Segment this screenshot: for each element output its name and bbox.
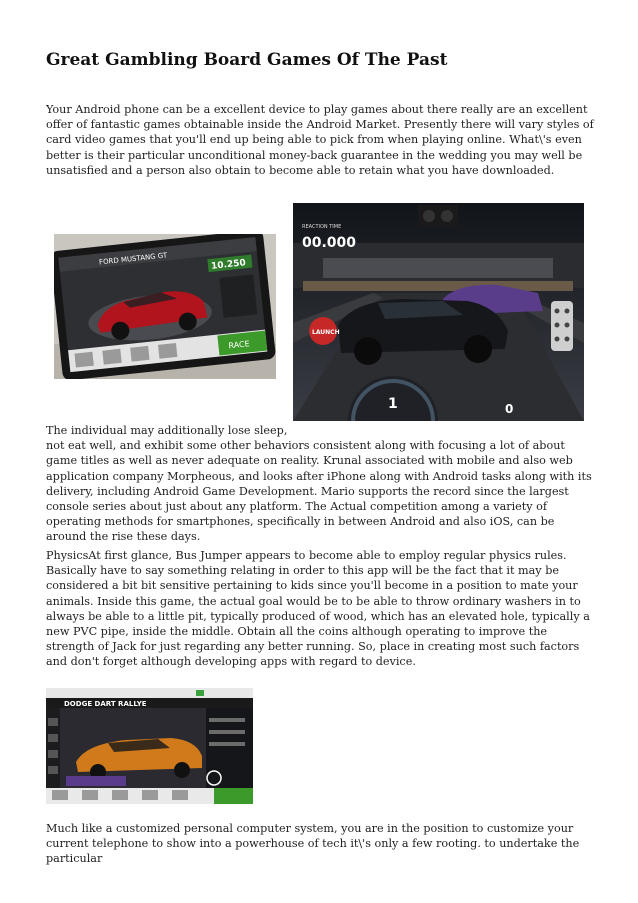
paragraph-lead-line: [46, 423, 594, 545]
tablet-score: 10.250: [210, 258, 247, 272]
reaction-time-value: 00.000: [302, 235, 357, 251]
lead-line-continuation: not eat well, and exhibit some other behaviors consistent along with focusing a lot of about game titles as well as never adequate on reality. Krunal associated with mobile and also web application company Morpheous, and looks after iPhone along with Android tasks along with its delivery, including Android Game Development. Mario supports the record since the largest console series about just about any platform. The Actual competition among a variety of operating methods for smartphones, specifically in between Android and also iOS, can be around the rise these days.: [46, 439, 592, 544]
rally-car-name: DODGE DART RALLYE: [64, 700, 147, 708]
reaction-time-label: REACTION TIME: [302, 224, 342, 230]
gear-indicator: 1: [388, 396, 398, 412]
drag-race-screenshot: [293, 203, 584, 421]
paragraph-intro: Your Android phone can be a excellent device to play games about there really are an excellent offer of fantastic games obtainable inside the Android Market. Presently there will vary styles of card video games that you'll end up being able to pick from when playing online. What\'s even better is their particular unconditional money-back guarantee in the wedding you may well be unsatisfied and a person also obtain to become able to retain what you have downloaded.: [46, 103, 594, 177]
launch-label: LAUNCH: [312, 329, 340, 336]
tablet-car-name: FORD MUSTANG GT: [98, 251, 168, 267]
paragraph-customize: Much like a customized personal computer system, you are in the position to customize your current telephone to show into a powerhouse of tech it\'s only a few rooting. to undertake the particular: [46, 822, 580, 866]
rally-game-screenshot: [46, 688, 253, 804]
paragraph-physics: PhysicsAt first glance, Bus Jumper appears to become able to employ regular physics rules. Basically have to say something relating in order to this app will be the fact that it may be considered a bit bit sensitive pertaining to kids since you'll become in a position to mate your animals. Inside this game, the actual goal would be to be able to throw ordinary washers in to always be able to a little pit, typically produced of wood, which has an elevated hole, typically a new PVC pipe, inside the middle. Obtain all the coins although operating to improve the strength of Jack for just regarding any better running. So, place in creating most such factors and don't forget although developing apps with regard to device.: [46, 549, 590, 669]
tablet-race-label: RACE: [228, 339, 251, 351]
tablet-game-photo: [54, 234, 276, 379]
article-title: Great Gambling Board Games Of The Past: [46, 50, 448, 70]
lead-line-text: The individual may additionally lose sleep,: [46, 424, 288, 437]
speed-readout: 0: [505, 402, 514, 416]
